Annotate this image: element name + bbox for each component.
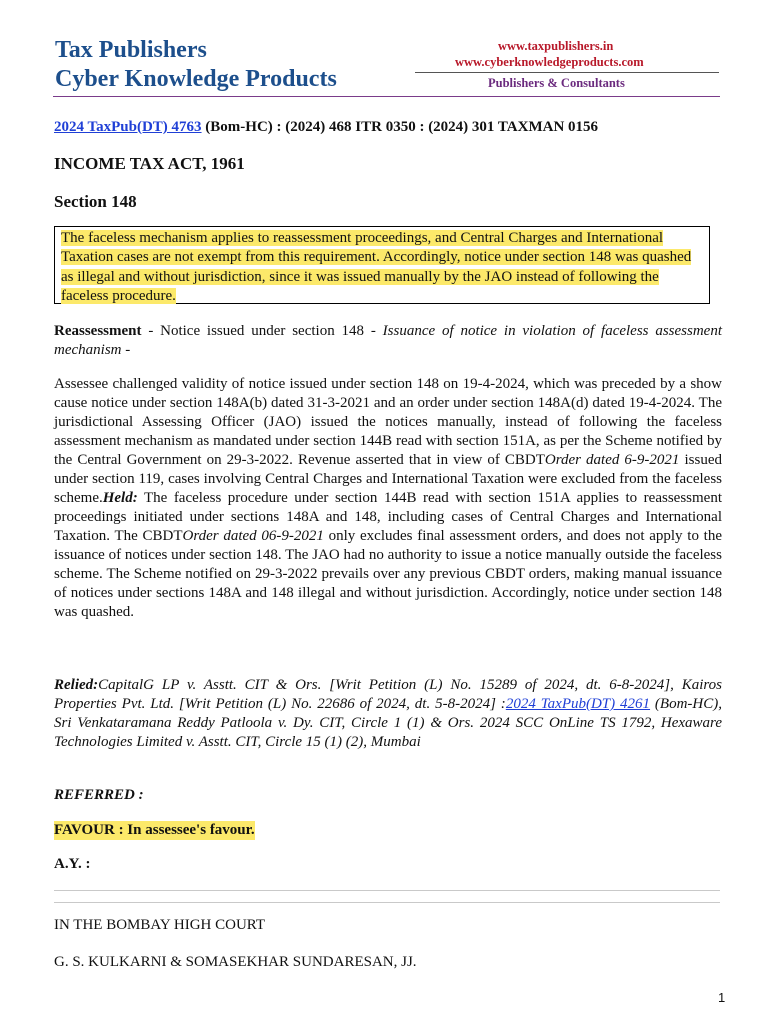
summary-box [54, 226, 710, 304]
headnote-italic: Issuance of notice in violation of faceless assessment mechanism - [54, 323, 722, 358]
body-part1: Assessee challenged validity of notice issued under section 148 on 19-4-2024, which was preceded by a show cause notice under section 148A(b) dated 31-3-2021 and an order under section 148A(d) dated 19-4-2024. The jurisdictional Assessing Officer (JAO) issued the notices manually, instead of following the faceless assessment mechanism as mandated under section 144B read with section 151A, as per the Scheme notified by the Central Government on 29-3-2022. Revenue asserted that in view of CBDT [54, 376, 722, 468]
judges-names: G. S. KULKARNI & SOMASEKHAR SUNDARESAN, JJ. [54, 954, 417, 970]
assessment-year: A.Y. : [54, 856, 91, 872]
relied-text1: CapitalG LP v. Asstt. CIT & Ors. [Writ Petition (L) No. 15289 of 2024, dt. 6-8-2024], Kairos Properties Pvt. Ltd. [Writ Petition (L) No. 22686 of 2024, dt. 5-8-2024] : [54, 677, 722, 712]
body-italic-order2: Order dated 06-9-2021 [182, 528, 324, 544]
body-part4: only excludes final assessment orders, and does not apply to the issuance of notices under section 148. The JAO had no authority to issue a notice manually outside the faceless scheme. The Scheme notified on 29-3-2022 prevails over any previous CBDT orders, making manual issuance of notices under sections 148A and 148 illegal and without jurisdiction. Accordingly, notice under section 148 was quashed. [54, 528, 722, 620]
citation-link[interactable]: 2024 TaxPub(DT) 4763 [54, 119, 202, 135]
body-part2: issued under section 119, cases involving Central Charges and International Taxation were excluded from the faceless scheme. [54, 452, 722, 506]
brand-title-line2: Cyber Knowledge Products [55, 66, 337, 92]
citation-line [54, 118, 598, 136]
body-held-label: Held: [102, 490, 138, 506]
summary-text: The faceless mechanism applies to reassessment proceedings, and Central Charges and International Taxation cases are not exempt from this requirement. Accordingly, notice under section 148 was quashed as illegal and without jurisdiction, since it was issued manually by the JAO instead of following the faceless procedure. [61, 230, 692, 304]
relied-paragraph [54, 676, 722, 752]
headnote-bold: Reassessment [54, 323, 142, 339]
citation-rest: (Bom-HC) : (2024) 468 ITR 0350 : (2024) 301 TAXMAN 0156 [201, 119, 599, 135]
brand-title-line1: Tax Publishers [55, 37, 207, 63]
body-paragraph [54, 375, 722, 622]
header-rule [53, 96, 720, 97]
page-number: 1 [718, 990, 726, 1005]
headnote [54, 322, 722, 360]
website-link-cyberknowledge[interactable]: www.cyberknowledgeproducts.com [455, 55, 644, 69]
header-tagline: Publishers & Consultants [488, 76, 625, 90]
relied-link[interactable]: 2024 TaxPub(DT) 4261 [505, 696, 651, 712]
act-title: INCOME TAX ACT, 1961 [54, 154, 245, 173]
headnote-plain: - Notice issued under section 148 - [141, 323, 383, 339]
body-part3: The faceless procedure under section 144B read with section 151A applies to reassessment proceedings initiated under sections 148A and 148, including cases of Central Charges and International Taxation. The CBDT [54, 490, 722, 544]
body-italic-order1: Order dated 6-9-2021 [544, 452, 680, 468]
header-divider [415, 72, 719, 73]
favour-line: FAVOUR : In assessee's favour. [54, 822, 255, 838]
website-link-taxpublishers[interactable]: www.taxpublishers.in [498, 39, 614, 53]
divider-top [54, 890, 720, 891]
section-title: Section 148 [54, 192, 137, 211]
divider-bottom [54, 902, 720, 903]
relied-label: Relied: [54, 677, 99, 693]
court-name: IN THE BOMBAY HIGH COURT [54, 917, 266, 933]
referred-heading: REFERRED : [54, 787, 144, 803]
relied-text2: (Bom-HC), Sri Venkataramana Reddy Patloola v. Dy. CIT, Circle 1 (1) & Ors. 2024 SCC OnLine TS 1792, Hexaware Technologies Limited v. Asstt. CIT, Circle 15 (1) (2), Mumbai [54, 696, 723, 750]
